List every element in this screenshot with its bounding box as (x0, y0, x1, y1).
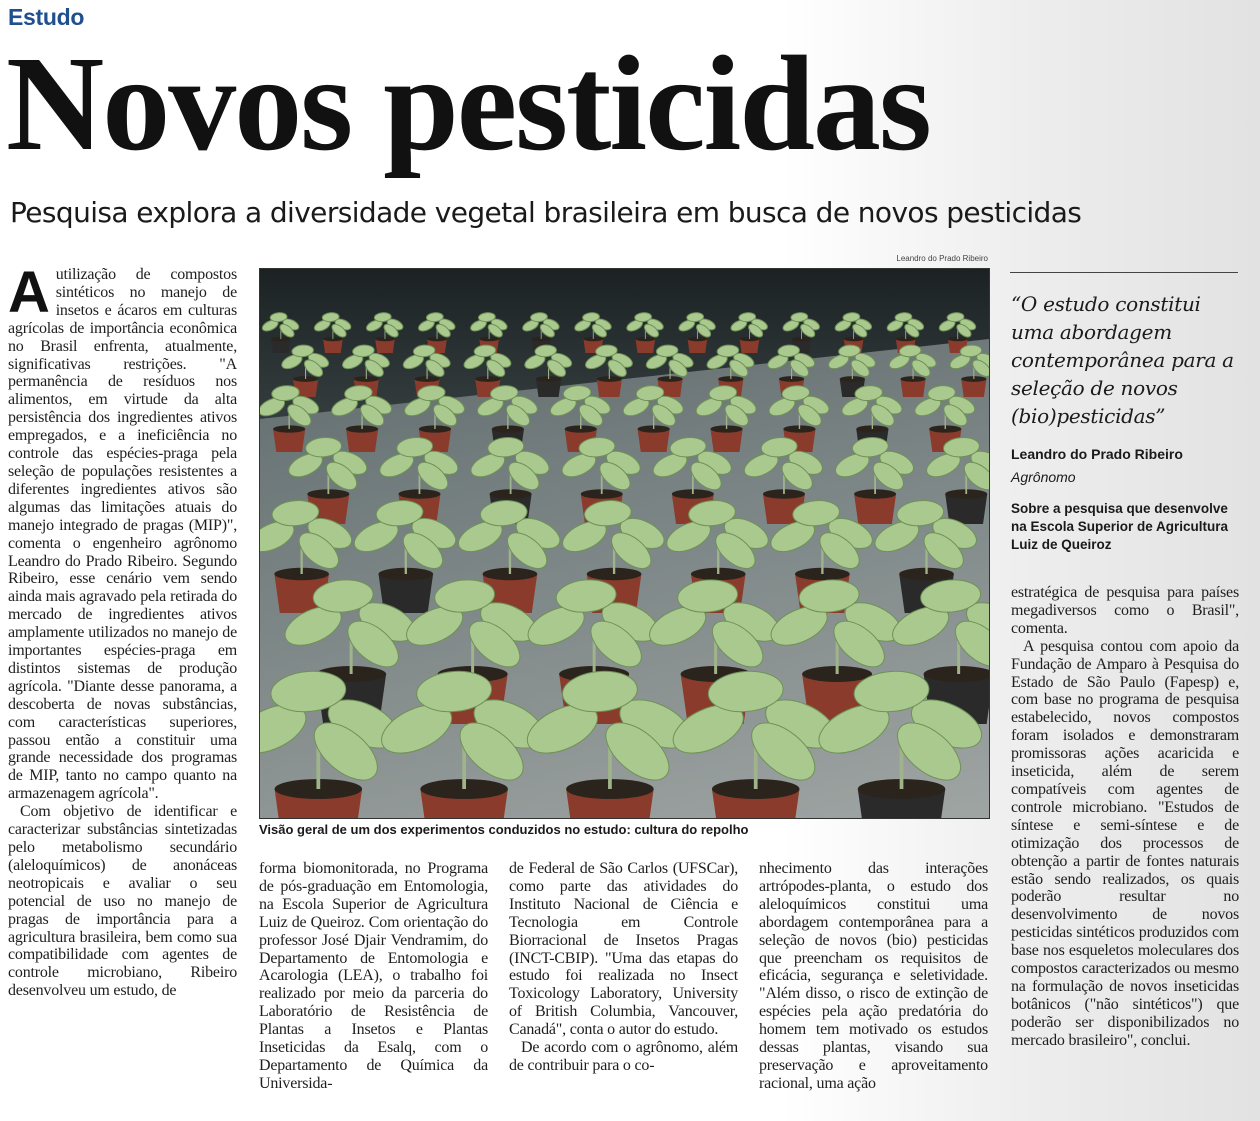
article-paragraph: forma biomonitorada, no Programa de pós-graduação em Entomologia, na Escola Superior de Agricultura Luiz de Queiroz. Com orientação do professor José Djair Vendramim, do Departamento de Entomologia e Acarologia (LEA), o trabalho foi realizado por meio da parceria do Laboratório de Resistência de Plantas a Insetos e Plantas Inseticidas da Esalq, com o Departamento de Química da Universida- (259, 860, 488, 1092)
pull-quote-description: Sobre a pesquisa que desenvolve na Escola Superior de Agricultura Luiz de Queiroz (1011, 501, 1229, 552)
photo-credit: Leandro do Prado Ribeiro (896, 254, 988, 263)
pull-quote-author: Leandro do Prado Ribeiro (1011, 446, 1183, 462)
article-column-4 (759, 860, 988, 1093)
article-paragraph: A pesquisa contou com apoio da Fundação de Amparo à Pesquisa do Estado de São Paulo (Fapesp) e, com base no programa de pesquisa estabelecido, novos compostos foram isolados e demonstraram promissoras ações acaricida e inseticida, além de serem compatíveis com agentes de controle microbiano. "Estudos de síntese e semi-síntese e de otimização dos processos de obtenção a partir de fontes naturais estão sendo realizados, os quais poderão resultar no desenvolvimento de novos pesticidas sintéticos produzidos com base nos esqueletos moleculares dos compostos caracterizados ou mesmo na formulação de novos inseticidas botânicos ("não sintéticos") que poderão ser disponibilizados no mercado brasileiro", conclui. (1011, 637, 1239, 1049)
pull-quote-divider (1010, 272, 1238, 273)
cabbage-experiment-photo (259, 268, 990, 819)
article-paragraph: nhecimento das interações artrópodes-planta, o estudo dos aleloquímicos constitui uma abordagem contemporânea para a seleção de novos (bio) pesticidas que preencham os requisitos de eficácia, segurança e seletividade. "Além disso, o risco de extinção de espécies pela ação predatória do homem tem motivado os estudos dessas plantas, visando sua preservação e aproveitamento racional, uma ação (759, 860, 988, 1092)
pull-quote-role: Agrônomo (1011, 469, 1076, 485)
article-column-2 (259, 860, 488, 1093)
article-paragraph: Autilização de compostos sintéticos no manejo de insetos e ácaros em culturas agrícolas de importância econômica no Brasil enfrenta, atualmente, significativas restrições. "A permanência de resíduos nos alimentos, em virtude da alta persistência dos ingredientes ativos empregados, e a ineficiência no controle das espécies-praga pela seleção de populações resistentes a diferentes ingredientes ativos são algumas das limitações atuais do manejo integrado de pragas (MIP)", comenta o engenheiro agrônomo Leandro do Prado Ribeiro. Segundo Ribeiro, esse cenário vem sendo ainda mais agravado pela retirada do mercado de ingredientes ativos amplamente utilizados no manejo de importantes espécies-praga em distintos sistemas de produção agrícola. "Diante desse panorama, a descoberta de novas substâncias, com características superiores, passou então a constituir uma grande necessidade dos programas de MIP, tanto no campo quanto na armazenagem agrícola". (8, 260, 237, 803)
section-label: Estudo (8, 4, 85, 30)
article-column-1 (8, 260, 237, 1000)
headline: Novos pesticidas (6, 29, 930, 179)
article-paragraph: estratégica de pesquisa para países megadiversos como o Brasil", comenta. (1011, 584, 1239, 637)
article-paragraph: de Federal de São Carlos (UFSCar), como parte das atividades do Instituto Nacional de Ciência e Tecnologia em Controle Biorracional de Insetos Pragas (INCT-CBIP). "Uma das etapas do estudo foi realizada no Insect Toxicology Laboratory, University of British Columbia, Vancouver, Canadá", conta o autor do estudo. (509, 860, 738, 1039)
drop-cap: A (8, 260, 50, 325)
subheadline: Pesquisa explora a diversidade vegetal brasileira em busca de novos pesticidas (10, 196, 1082, 229)
article-column-5 (1011, 584, 1239, 1050)
article-paragraph: Com objetivo de identificar e caracterizar substâncias sintetizadas pelo metabolismo secundário (aleloquímicos) de anonáceas neotropicais e avaliar o seu potencial de uso no manejo de pragas de importância para a agricultura brasileira, bem como sua compatibilidade com agentes de controle microbiano, Ribeiro desenvolveu um estudo, de (8, 803, 237, 1000)
article-column-3 (509, 860, 738, 1075)
photo-caption: Visão geral de um dos experimentos conduzidos no estudo: cultura do repolho (259, 822, 749, 837)
article-paragraph: De acordo com o agrônomo, além de contribuir para o co- (509, 1039, 738, 1074)
pull-quote: “O estudo constitui uma abordagem contemporânea para a seleção de novos (bio)pesticidas” (1011, 292, 1234, 428)
